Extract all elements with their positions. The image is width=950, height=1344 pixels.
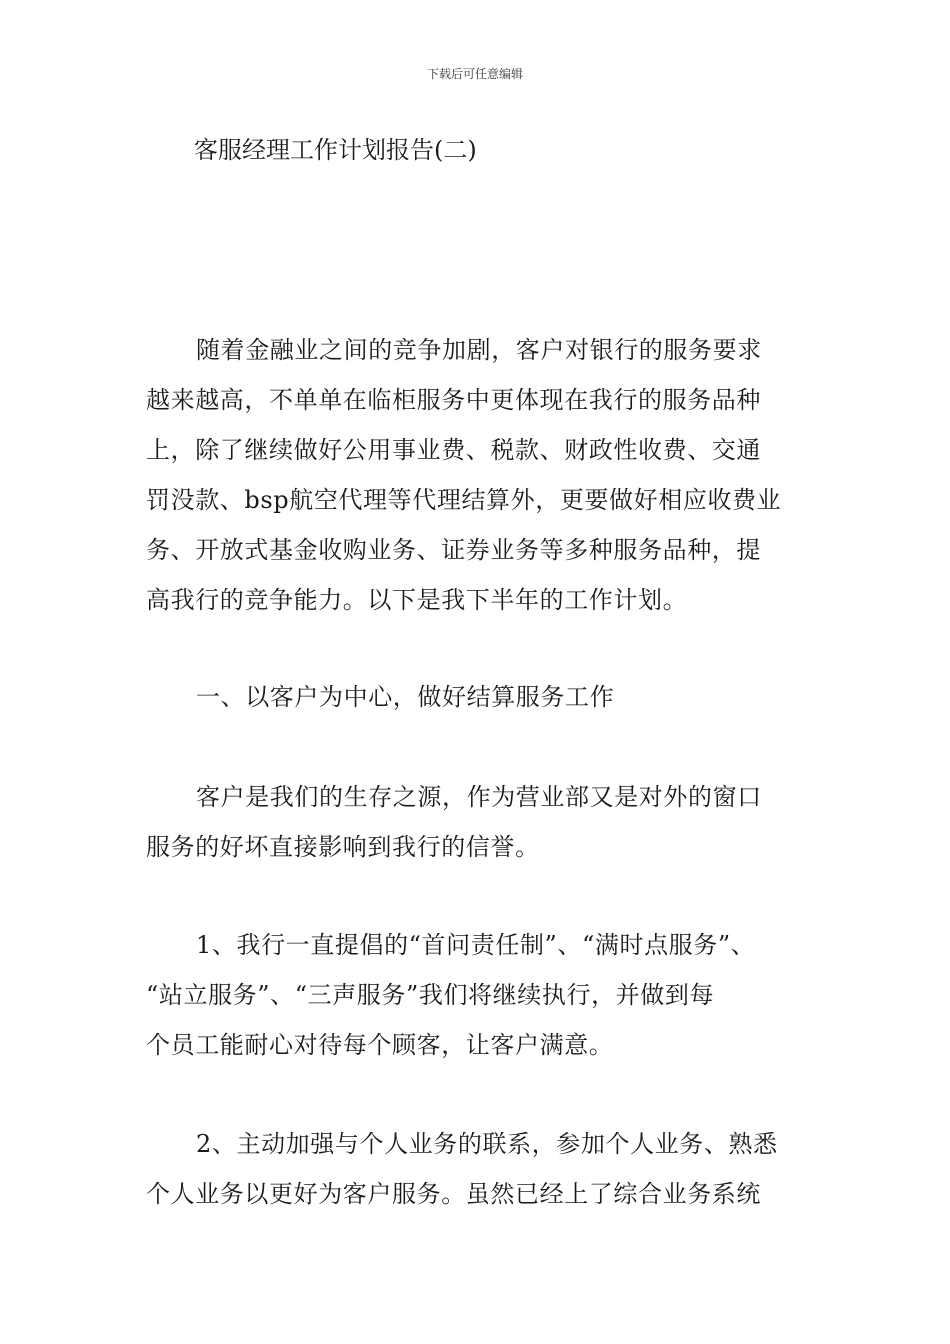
paragraph-line: 2、主动加强与个人业务的联系，参加个人业务、熟悉 [196, 1130, 778, 1158]
paragraph-line: 上，除了继续做好公用事业费、税款、财政性收费、交通 [146, 436, 761, 464]
paragraph-line: 罚没款、bsp航空代理等代理结算外，更要做好相应收费业 [146, 486, 782, 514]
paragraph-line: 个员工能耐心对待每个顾客，让客户满意。 [146, 1031, 614, 1059]
section-heading-line: 一、以客户为中心，做好结算服务工作 [196, 683, 615, 711]
paragraph-line: 1、我行一直提倡的“首问责任制”、“满时点服务”、 [196, 931, 756, 959]
paragraph-line: “站立服务”、“三声服务”我们将继续执行，并做到每 [146, 981, 715, 1009]
document-title: 客服经理工作计划报告(二) [194, 136, 477, 164]
paragraph-line: 务、开放式基金收购业务、证券业务等多种服务品种，提 [146, 536, 761, 564]
paragraph-line: 随着金融业之间的竞争加剧，客户对银行的服务要求 [196, 336, 762, 364]
paragraph-line: 服务的好坏直接影响到我行的信誉。 [146, 833, 540, 861]
paragraph-line: 客户是我们的生存之源，作为营业部又是对外的窗口 [196, 783, 762, 811]
paragraph-line: 高我行的竞争能力。以下是我下半年的工作计划。 [146, 586, 688, 614]
paragraph-line: 越来越高，不单单在临柜服务中更体现在我行的服务品种 [146, 386, 761, 414]
paragraph-line: 个人业务以更好为客户服务。虽然已经上了综合业务系统 [146, 1180, 761, 1208]
page-header-note: 下载后可任意编辑 [426, 67, 523, 81]
